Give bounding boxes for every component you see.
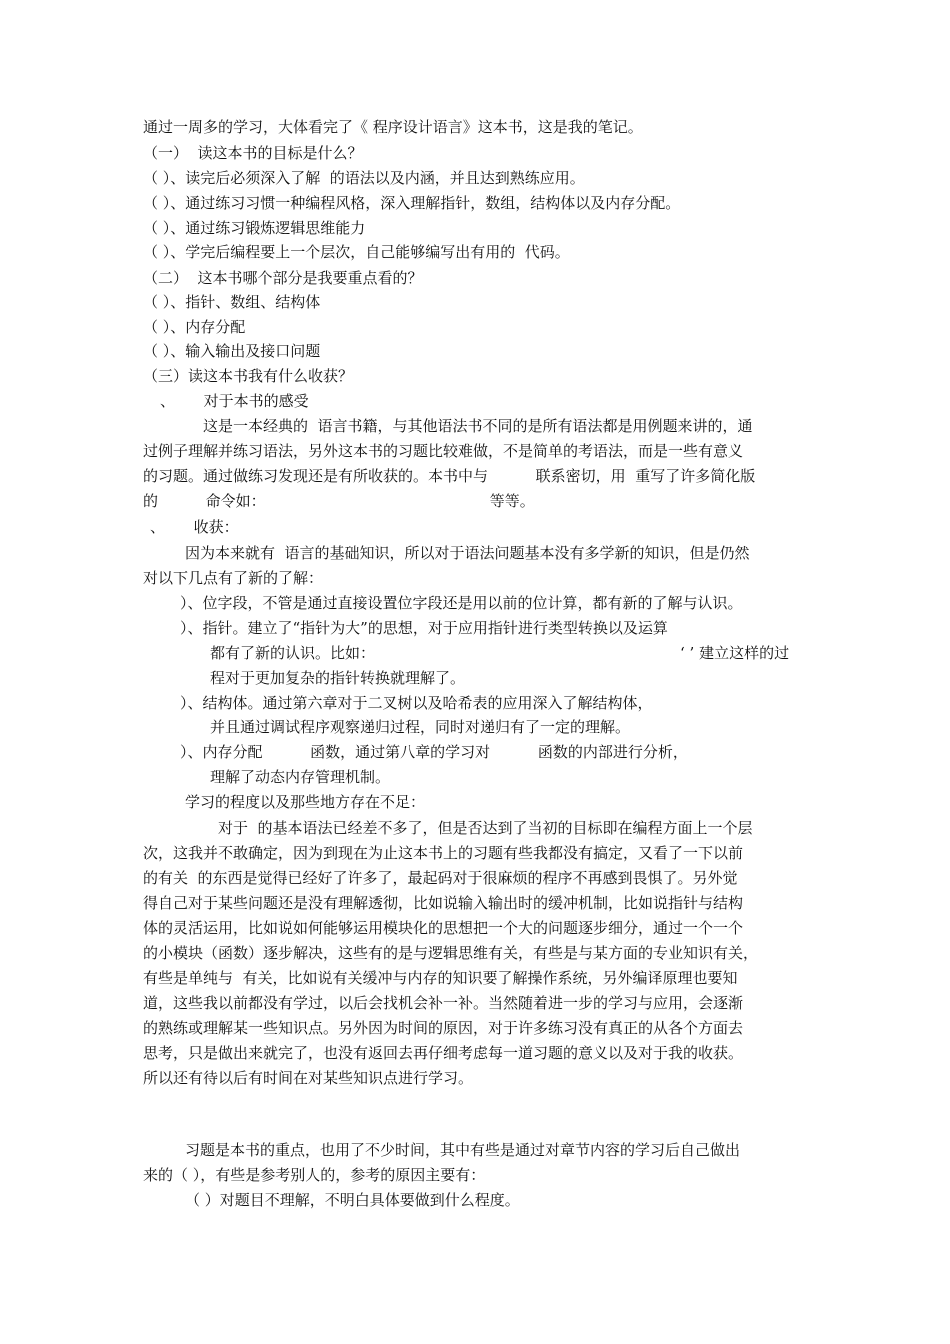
- lack-line: 道，这些我以前都没有学过，以后会找机会补一补。当然随着进一步的学习与应用，会逐渐: [143, 994, 744, 1012]
- gain-point-continued: 理解了动态内存管理机制。: [210, 768, 391, 786]
- gain-point-continued: 并且通过调试程序观察递归过程，同时对递归有了一定的理解。: [210, 718, 631, 736]
- section-1-heading: （一） 读这本书的目标是什么？: [143, 144, 363, 162]
- exercise-line: 来的（ ），有些是参考别人的，参考的原因主要有：: [143, 1166, 486, 1184]
- sec2-item: （ ）、输入输出及接口问题: [143, 342, 321, 360]
- lack-line: 对于 的基本语法已经差不多了，但是否达到了当初的目标即在编程方面上一个层: [218, 819, 753, 837]
- lack-line: 所以还有待以后有时间在对某些知识点进行学习。: [143, 1069, 474, 1087]
- gain-point-continued: 都有了新的认识。比如：: [210, 644, 376, 662]
- lack-line: 的小模块（函数）逐步解决，这些有的是与逻辑思维有关，有些是与某方面的专业知识有关，: [143, 944, 759, 962]
- sec1-item: （ ）、学完后编程要上一个层次，自己能够编写出有用的 代码。: [143, 243, 570, 261]
- gain-point-continued: 程对于更加复杂的指针转换就理解了。: [210, 669, 466, 687]
- feel-line: 这是一本经典的 语言书籍，与其他语法书不同的是所有语法都是用例题来讲的，通: [203, 417, 753, 435]
- section-2-heading: （二） 这本书哪个部分是我要重点看的？: [143, 269, 423, 287]
- section-3-heading: （三）读这本书我有什么收获？: [143, 367, 354, 385]
- feel-heading: 、 对于本书的感受: [160, 392, 309, 410]
- lack-line: 次，这我并不敢确定，因为到现在为止这本书上的习题有些我都没有搞定，又看了一下以前: [143, 844, 744, 862]
- sec2-item: （ ）、内存分配: [143, 318, 246, 336]
- sec1-item: （ ）、通过练习习惯一种编程风格，深入理解指针，数组，结构体以及内存分配。: [143, 194, 681, 212]
- gain-point-continued: ‘ ’ 建立这样的过: [680, 644, 790, 662]
- exercise-line: 习题是本书的重点，也用了不少时间，其中有些是通过对章节内容的学习后自己做出: [185, 1141, 741, 1159]
- lack-line: 的熟练或理解某一些知识点。另外因为时间的原因，对于许多练习没有真正的从各个方面去: [143, 1019, 744, 1037]
- feel-line: 过例子理解并练习语法，另外这本书的习题比较难做，不是简单的考语法，而是一些有意义: [143, 442, 744, 460]
- gain-point: ）、结构体。通过第六章对于二叉树以及哈希表的应用深入了解结构体，: [180, 694, 653, 712]
- gain-point: ）、位字段，不管是通过直接设置位字段还是用以前的位计算，都有新的了解与认识。: [180, 594, 743, 612]
- gain-point: ）、指针。建立了“指针为大”的思想，对于应用指针进行类型转换以及运算: [180, 619, 668, 637]
- sec1-item: （ ）、读完后必须深入了解 的语法以及内涵，并且达到熟练应用。: [143, 169, 585, 187]
- gain-line: 因为本来就有 语言的基础知识，所以对于语法问题基本没有多学新的知识，但是仍然: [185, 544, 750, 562]
- lack-heading: 学习的程度以及那些地方存在不足：: [185, 793, 426, 811]
- lack-line: 体的灵活运用，比如说如何能够运用模块化的思想把一个大的问题逐步细分，通过一个一个: [143, 919, 744, 937]
- gain-line: 对以下几点有了新的了解：: [143, 569, 324, 587]
- intro-line: 通过一周多的学习，大体看完了《 程序设计语言》这本书，这是我的笔记。: [143, 118, 643, 136]
- feel-line: 的习题。通过做练习发现还是有所收获的。本书中与 联系密切，用 重写了许多简化版: [143, 467, 756, 485]
- sec1-item: （ ）、通过练习锻炼逻辑思维能力: [143, 219, 366, 237]
- lack-line: 思考，只是做出来就完了，也没有返回去再仔细考虑每一道习题的意义以及对于我的收获。: [143, 1044, 744, 1062]
- gain-heading: 、 收获：: [150, 518, 239, 536]
- feel-line: 的 命令如： 等等。: [143, 492, 535, 510]
- exercise-point: （ ）对题目不理解，不明白具体要做到什么程度。: [185, 1191, 520, 1209]
- lack-line: 的有关 的东西是觉得已经好了许多了，最起码对于很麻烦的程序不再感到畏惧了。另外觉: [143, 869, 738, 887]
- sec2-item: （ ）、指针、数组、结构体: [143, 293, 321, 311]
- lack-line: 得自己对于某些问题还是没有理解透彻，比如说输入输出时的缓冲机制，比如说指针与结构: [143, 894, 744, 912]
- gain-point: ）、内存分配 函数，通过第八章的学习对 函数的内部进行分析，: [180, 743, 688, 761]
- lack-line: 有些是单纯与 有关，比如说有关缓冲与内存的知识要了解操作系统，另外编译原理也要知: [143, 969, 738, 987]
